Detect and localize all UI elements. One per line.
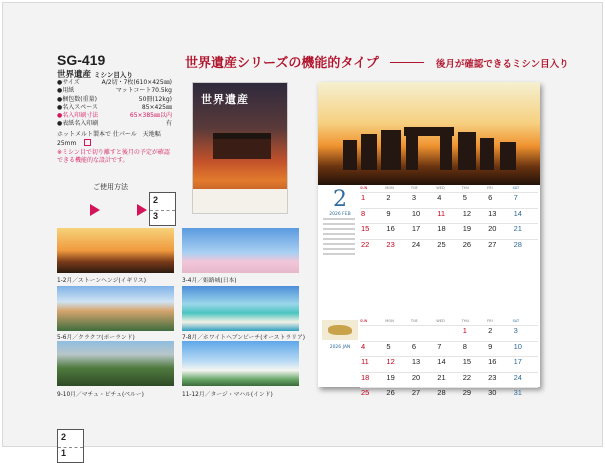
day-cell: 16 bbox=[487, 356, 512, 372]
photo-caption: 1-2月／ストーンヘンジ(イギリス) bbox=[57, 278, 146, 284]
usage-step-1 bbox=[57, 429, 84, 463]
day-cell: 12 bbox=[385, 356, 410, 372]
day-cell: 21 bbox=[436, 372, 461, 388]
cover-temple-image bbox=[213, 133, 271, 159]
day-cell: 5 bbox=[462, 192, 487, 208]
product-name-suffix: ミシン目入り bbox=[93, 71, 133, 79]
day-cell: 30 bbox=[487, 387, 512, 403]
usage-step-bottom: 3 bbox=[153, 211, 159, 221]
day-cell-empty bbox=[385, 325, 410, 341]
day-cell: 22 bbox=[360, 239, 385, 255]
day-cell: 25 bbox=[436, 239, 461, 255]
weekday-label: TUE bbox=[410, 186, 418, 190]
day-cell: 13 bbox=[411, 356, 436, 372]
spec-value: マットコート70.5kg bbox=[115, 87, 172, 95]
day-cell: 3 bbox=[513, 325, 538, 341]
day-cell: 2 bbox=[487, 325, 512, 341]
day-cell: 29 bbox=[462, 387, 487, 403]
photo-himeji bbox=[182, 228, 299, 273]
day-cell: 9 bbox=[385, 208, 410, 224]
day-cell: 15 bbox=[462, 356, 487, 372]
arrow-right-icon bbox=[90, 204, 100, 216]
day-grid bbox=[360, 325, 538, 403]
day-cell: 5 bbox=[385, 341, 410, 357]
usage-step-top: 2 bbox=[153, 195, 159, 205]
day-cell: 27 bbox=[487, 239, 512, 255]
photo-stonehenge bbox=[57, 228, 174, 273]
month-number: 2 bbox=[333, 187, 347, 212]
weekday-label: THU bbox=[461, 186, 470, 190]
arrow-right-icon bbox=[137, 204, 147, 216]
day-cell: 15 bbox=[360, 223, 385, 239]
day-cell: 26 bbox=[462, 239, 487, 255]
day-cell: 11 bbox=[436, 208, 461, 224]
perforation-note: ※ミシン目で切り離すと後月の予定が確認できる機能的な設計です。 bbox=[57, 149, 170, 164]
weekday-label: THU bbox=[461, 319, 470, 323]
usage-step-top: 2 bbox=[61, 432, 67, 442]
day-cell: 11 bbox=[360, 356, 385, 372]
photo-whitehaven bbox=[182, 286, 299, 331]
day-cell-empty bbox=[436, 325, 461, 341]
day-cell: 20 bbox=[487, 223, 512, 239]
month-label: 2026 JAN bbox=[329, 345, 351, 350]
world-map-icon bbox=[322, 320, 358, 340]
day-cell: 8 bbox=[462, 341, 487, 357]
headline-sub: 後月が確認できるミシン目入り bbox=[435, 59, 569, 70]
cover-name-band bbox=[193, 189, 287, 213]
spec-value: 85×425㎜ bbox=[141, 103, 172, 111]
spec-value: 65×385㎜以内 bbox=[129, 112, 172, 120]
month-grid bbox=[360, 319, 538, 403]
weekday-label: MON bbox=[385, 186, 394, 190]
day-cell: 19 bbox=[385, 372, 410, 388]
day-cell: 4 bbox=[360, 341, 385, 357]
spec-label: ●サイズ bbox=[57, 79, 80, 86]
weekday-label: SUN bbox=[360, 319, 368, 323]
day-cell: 6 bbox=[411, 341, 436, 357]
day-cell: 4 bbox=[436, 192, 461, 208]
month-label: 2026 FEB bbox=[329, 212, 351, 217]
day-cell: 14 bbox=[513, 208, 538, 224]
usage-step-bottom: 1 bbox=[61, 448, 67, 458]
day-cell: 7 bbox=[513, 192, 538, 208]
photo-caption: 9-10月／マチュ・ピチュ(ペルー) bbox=[57, 392, 144, 398]
spec-row bbox=[57, 104, 172, 112]
day-cell: 26 bbox=[385, 387, 410, 403]
spec-row bbox=[57, 120, 172, 128]
day-cell: 17 bbox=[513, 356, 538, 372]
product-name-text: 世界遺産 bbox=[57, 70, 92, 80]
day-cell: 25 bbox=[360, 387, 385, 403]
photo-caption: 7-8月／ホワイトヘブンビーチ(オーストラリア) bbox=[182, 335, 306, 341]
spec-value: 有 bbox=[165, 120, 172, 128]
product-code: SG-419 bbox=[57, 52, 106, 68]
day-cell: 18 bbox=[360, 372, 385, 388]
day-cell: 1 bbox=[360, 192, 385, 208]
calendar-photo-stonehenge bbox=[318, 82, 540, 185]
binding-note-text: ホットメルト製本で 仕パール 天地幅25mm bbox=[57, 131, 161, 147]
day-cell: 10 bbox=[513, 341, 538, 357]
spec-label: ●名入印刷寸法 bbox=[57, 112, 99, 120]
day-cell: 27 bbox=[411, 387, 436, 403]
weekday-label: FRI bbox=[487, 186, 493, 190]
calendar-sheet bbox=[318, 82, 540, 397]
day-cell: 12 bbox=[462, 208, 487, 224]
day-cell: 20 bbox=[411, 372, 436, 388]
cover-title: 世界遺産 bbox=[201, 93, 249, 106]
memo-lines bbox=[323, 218, 355, 278]
day-cell: 28 bbox=[436, 387, 461, 403]
spec-label: ●梱包数(重量) bbox=[57, 95, 97, 103]
spec-row bbox=[57, 87, 172, 95]
page-headline bbox=[185, 52, 569, 71]
photo-caption: 11-12月／タージ・マハル(インド) bbox=[182, 392, 273, 398]
day-cell: 23 bbox=[385, 239, 410, 255]
day-cell: 18 bbox=[436, 223, 461, 239]
usage-title: ご使用方法 bbox=[93, 183, 128, 191]
day-cell: 24 bbox=[411, 239, 436, 255]
day-cell: 28 bbox=[513, 239, 538, 255]
month-grid bbox=[360, 186, 538, 254]
headline-main: 世界遺産シリーズの機能的タイプ bbox=[185, 56, 379, 71]
calendar-cover bbox=[192, 82, 288, 214]
day-cell: 13 bbox=[487, 208, 512, 224]
photo-caption: 3-4月／姫路城(日本) bbox=[182, 278, 237, 284]
day-grid bbox=[360, 192, 538, 254]
spec-row bbox=[57, 96, 172, 104]
usage-step-3 bbox=[149, 192, 176, 226]
headline-divider bbox=[390, 62, 424, 63]
day-cell: 31 bbox=[513, 387, 538, 403]
day-cell: 17 bbox=[411, 223, 436, 239]
day-cell: 23 bbox=[487, 372, 512, 388]
day-cell-empty bbox=[411, 325, 436, 341]
weekday-label: TUE bbox=[410, 319, 418, 323]
day-cell: 14 bbox=[436, 356, 461, 372]
day-cell: 3 bbox=[411, 192, 436, 208]
day-cell: 24 bbox=[513, 372, 538, 388]
spec-label: ●用紙 bbox=[57, 87, 75, 95]
day-cell: 6 bbox=[487, 192, 512, 208]
weekday-label: WED bbox=[436, 186, 445, 190]
weekday-label: WED bbox=[436, 319, 445, 323]
day-cell: 10 bbox=[411, 208, 436, 224]
spec-label: ●名入スペース bbox=[57, 103, 98, 111]
binding-note bbox=[57, 131, 175, 148]
spec-row bbox=[57, 79, 172, 87]
photo-machu-picchu bbox=[57, 341, 174, 386]
weekday-label: SAT bbox=[512, 319, 520, 323]
spec-label: ●表紙名入印刷 bbox=[57, 120, 99, 128]
day-cell: 1 bbox=[462, 325, 487, 341]
photo-krakow bbox=[57, 286, 174, 331]
weekday-label: FRI bbox=[487, 319, 493, 323]
weekday-label: SAT bbox=[512, 186, 520, 190]
day-cell-empty bbox=[360, 325, 385, 341]
month-header bbox=[322, 188, 358, 217]
photo-taj-mahal bbox=[182, 341, 299, 386]
day-cell: 19 bbox=[462, 223, 487, 239]
day-cell: 8 bbox=[360, 208, 385, 224]
weekday-label: SUN bbox=[360, 186, 368, 190]
photo-caption: 5-6月／クラクフ(ポーランド) bbox=[57, 335, 135, 341]
binding-icon bbox=[84, 139, 91, 146]
day-cell: 2 bbox=[385, 192, 410, 208]
day-cell: 7 bbox=[436, 341, 461, 357]
spec-value: A/2切・7枚(610×425㎜) bbox=[101, 79, 172, 86]
weekday-label: MON bbox=[385, 319, 394, 323]
spec-list bbox=[57, 79, 172, 129]
day-cell: 21 bbox=[513, 223, 538, 239]
day-cell: 22 bbox=[462, 372, 487, 388]
day-cell: 9 bbox=[487, 341, 512, 357]
spec-value: 50冊(12kg) bbox=[138, 95, 172, 103]
day-cell: 16 bbox=[385, 223, 410, 239]
